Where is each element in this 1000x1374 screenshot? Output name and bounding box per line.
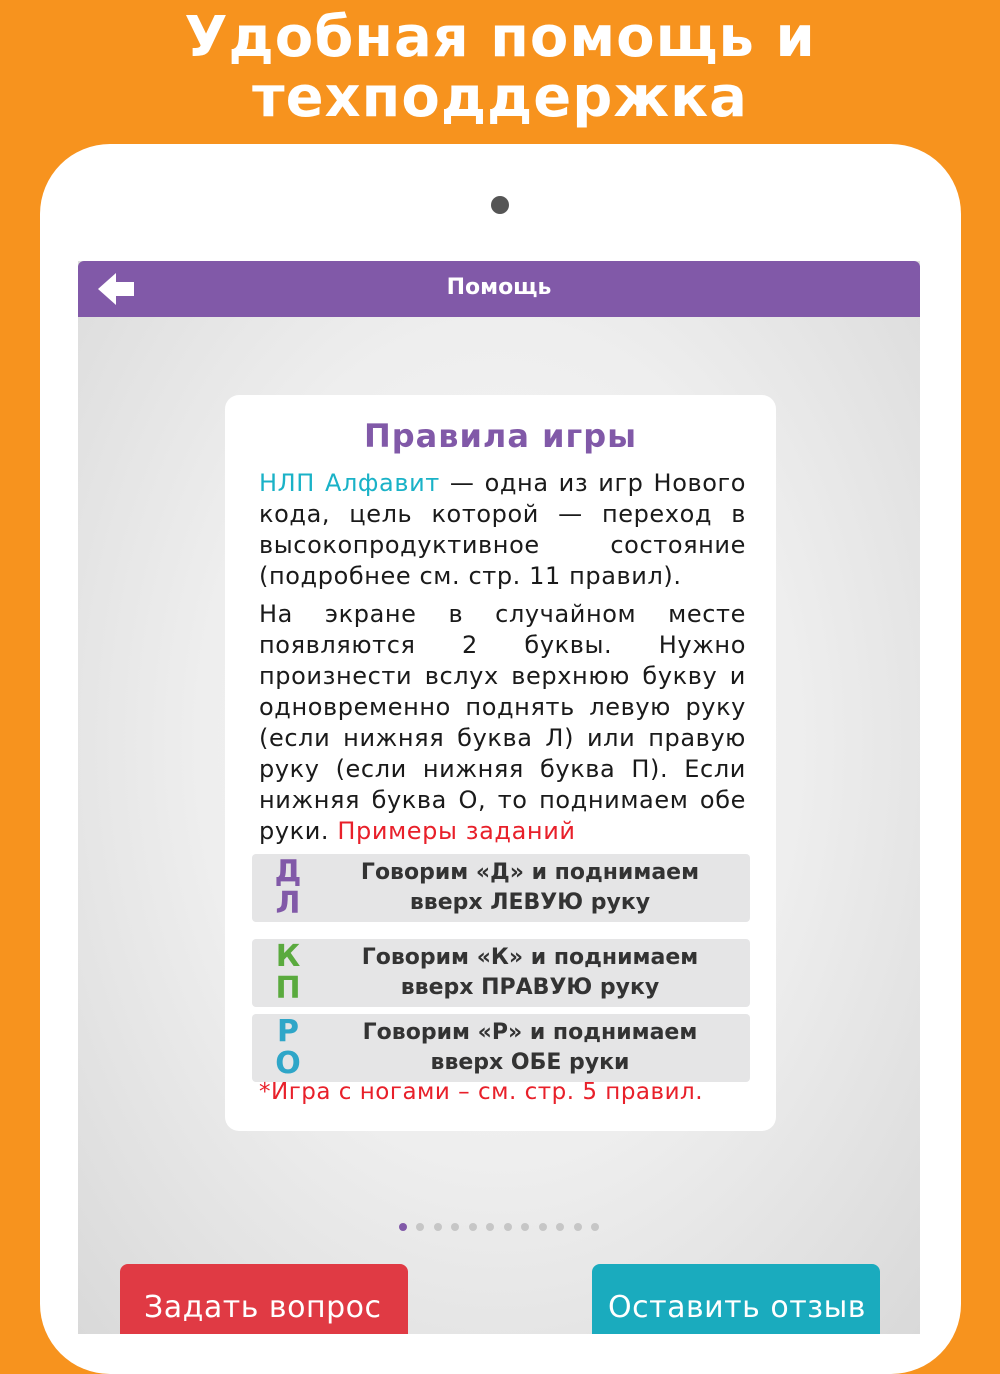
example-row	[252, 1014, 750, 1082]
app-screen	[78, 261, 920, 1334]
navbar-title: Помощь	[446, 275, 552, 300]
promo-line-1: Удобная помощь и	[184, 5, 816, 70]
footnote: *Игра с ногами – см. стр. 5 правил.	[259, 1079, 704, 1105]
bottom-letter: П	[275, 971, 301, 1006]
game-name-link[interactable]: НЛП Алфавит	[259, 469, 440, 497]
example-description	[318, 858, 742, 918]
top-letter: Р	[277, 1014, 299, 1049]
example-line-1: Говорим «Д» и поднимаем	[360, 860, 700, 885]
page-dot[interactable]	[469, 1223, 477, 1231]
promo-headline	[0, 5, 1000, 130]
intro-text: — одна из игр Нового кода, цель которой — переход в высокопродуктивное состояние (подробнее см. стр. 11 правил).	[259, 469, 746, 590]
page-dot[interactable]	[399, 1223, 407, 1231]
card-title: Правила игры	[363, 417, 638, 455]
leave-review-button[interactable]: Оставить отзыв	[592, 1264, 880, 1334]
page-dot[interactable]	[591, 1223, 599, 1231]
example-line-2: вверх ОБЕ руки	[430, 1050, 630, 1075]
example-description	[318, 943, 742, 1003]
page-dot[interactable]	[504, 1223, 512, 1231]
ask-question-button[interactable]: Задать вопрос	[120, 1264, 408, 1334]
rules-text: На экране в случайном месте появляются 2 буквы. Нужно произнести вслух верхнюю букву и одновременно поднять левую руку (если нижняя буква Л) или правую руку (если нижняя буква П). Если нижняя буква О, то поднимаем обе руки.	[259, 600, 746, 845]
example-line-2: вверх ПРАВУЮ руку	[400, 975, 660, 1000]
top-letter: Д	[274, 854, 302, 889]
page-dot[interactable]	[416, 1223, 424, 1231]
tablet-camera	[491, 196, 509, 214]
intro-paragraph	[259, 468, 746, 592]
page-indicator[interactable]	[78, 1223, 920, 1235]
example-letters	[266, 856, 310, 920]
examples-link[interactable]: Примеры заданий	[337, 817, 576, 845]
top-letter: К	[275, 939, 301, 974]
rules-paragraph	[259, 599, 746, 847]
page-dot[interactable]	[486, 1223, 494, 1231]
bottom-letter: О	[275, 1046, 301, 1081]
example-line-2: вверх ЛЕВУЮ руку	[409, 890, 651, 915]
bottom-letter: Л	[275, 886, 301, 921]
example-letters	[266, 1016, 310, 1080]
example-letters	[266, 941, 310, 1005]
example-description	[318, 1018, 742, 1078]
page-dot[interactable]	[556, 1223, 564, 1231]
page-dot[interactable]	[521, 1223, 529, 1231]
page-dot[interactable]	[451, 1223, 459, 1231]
page-dot[interactable]	[574, 1223, 582, 1231]
example-row	[252, 939, 750, 1007]
example-line-1: Говорим «К» и поднимаем	[361, 945, 699, 970]
example-row	[252, 854, 750, 922]
navbar	[78, 261, 920, 317]
help-card	[225, 395, 776, 1131]
page-dot[interactable]	[434, 1223, 442, 1231]
promo-line-2: техподдержка	[252, 65, 748, 130]
page-dot[interactable]	[539, 1223, 547, 1231]
example-line-1: Говорим «Р» и поднимаем	[362, 1020, 698, 1045]
